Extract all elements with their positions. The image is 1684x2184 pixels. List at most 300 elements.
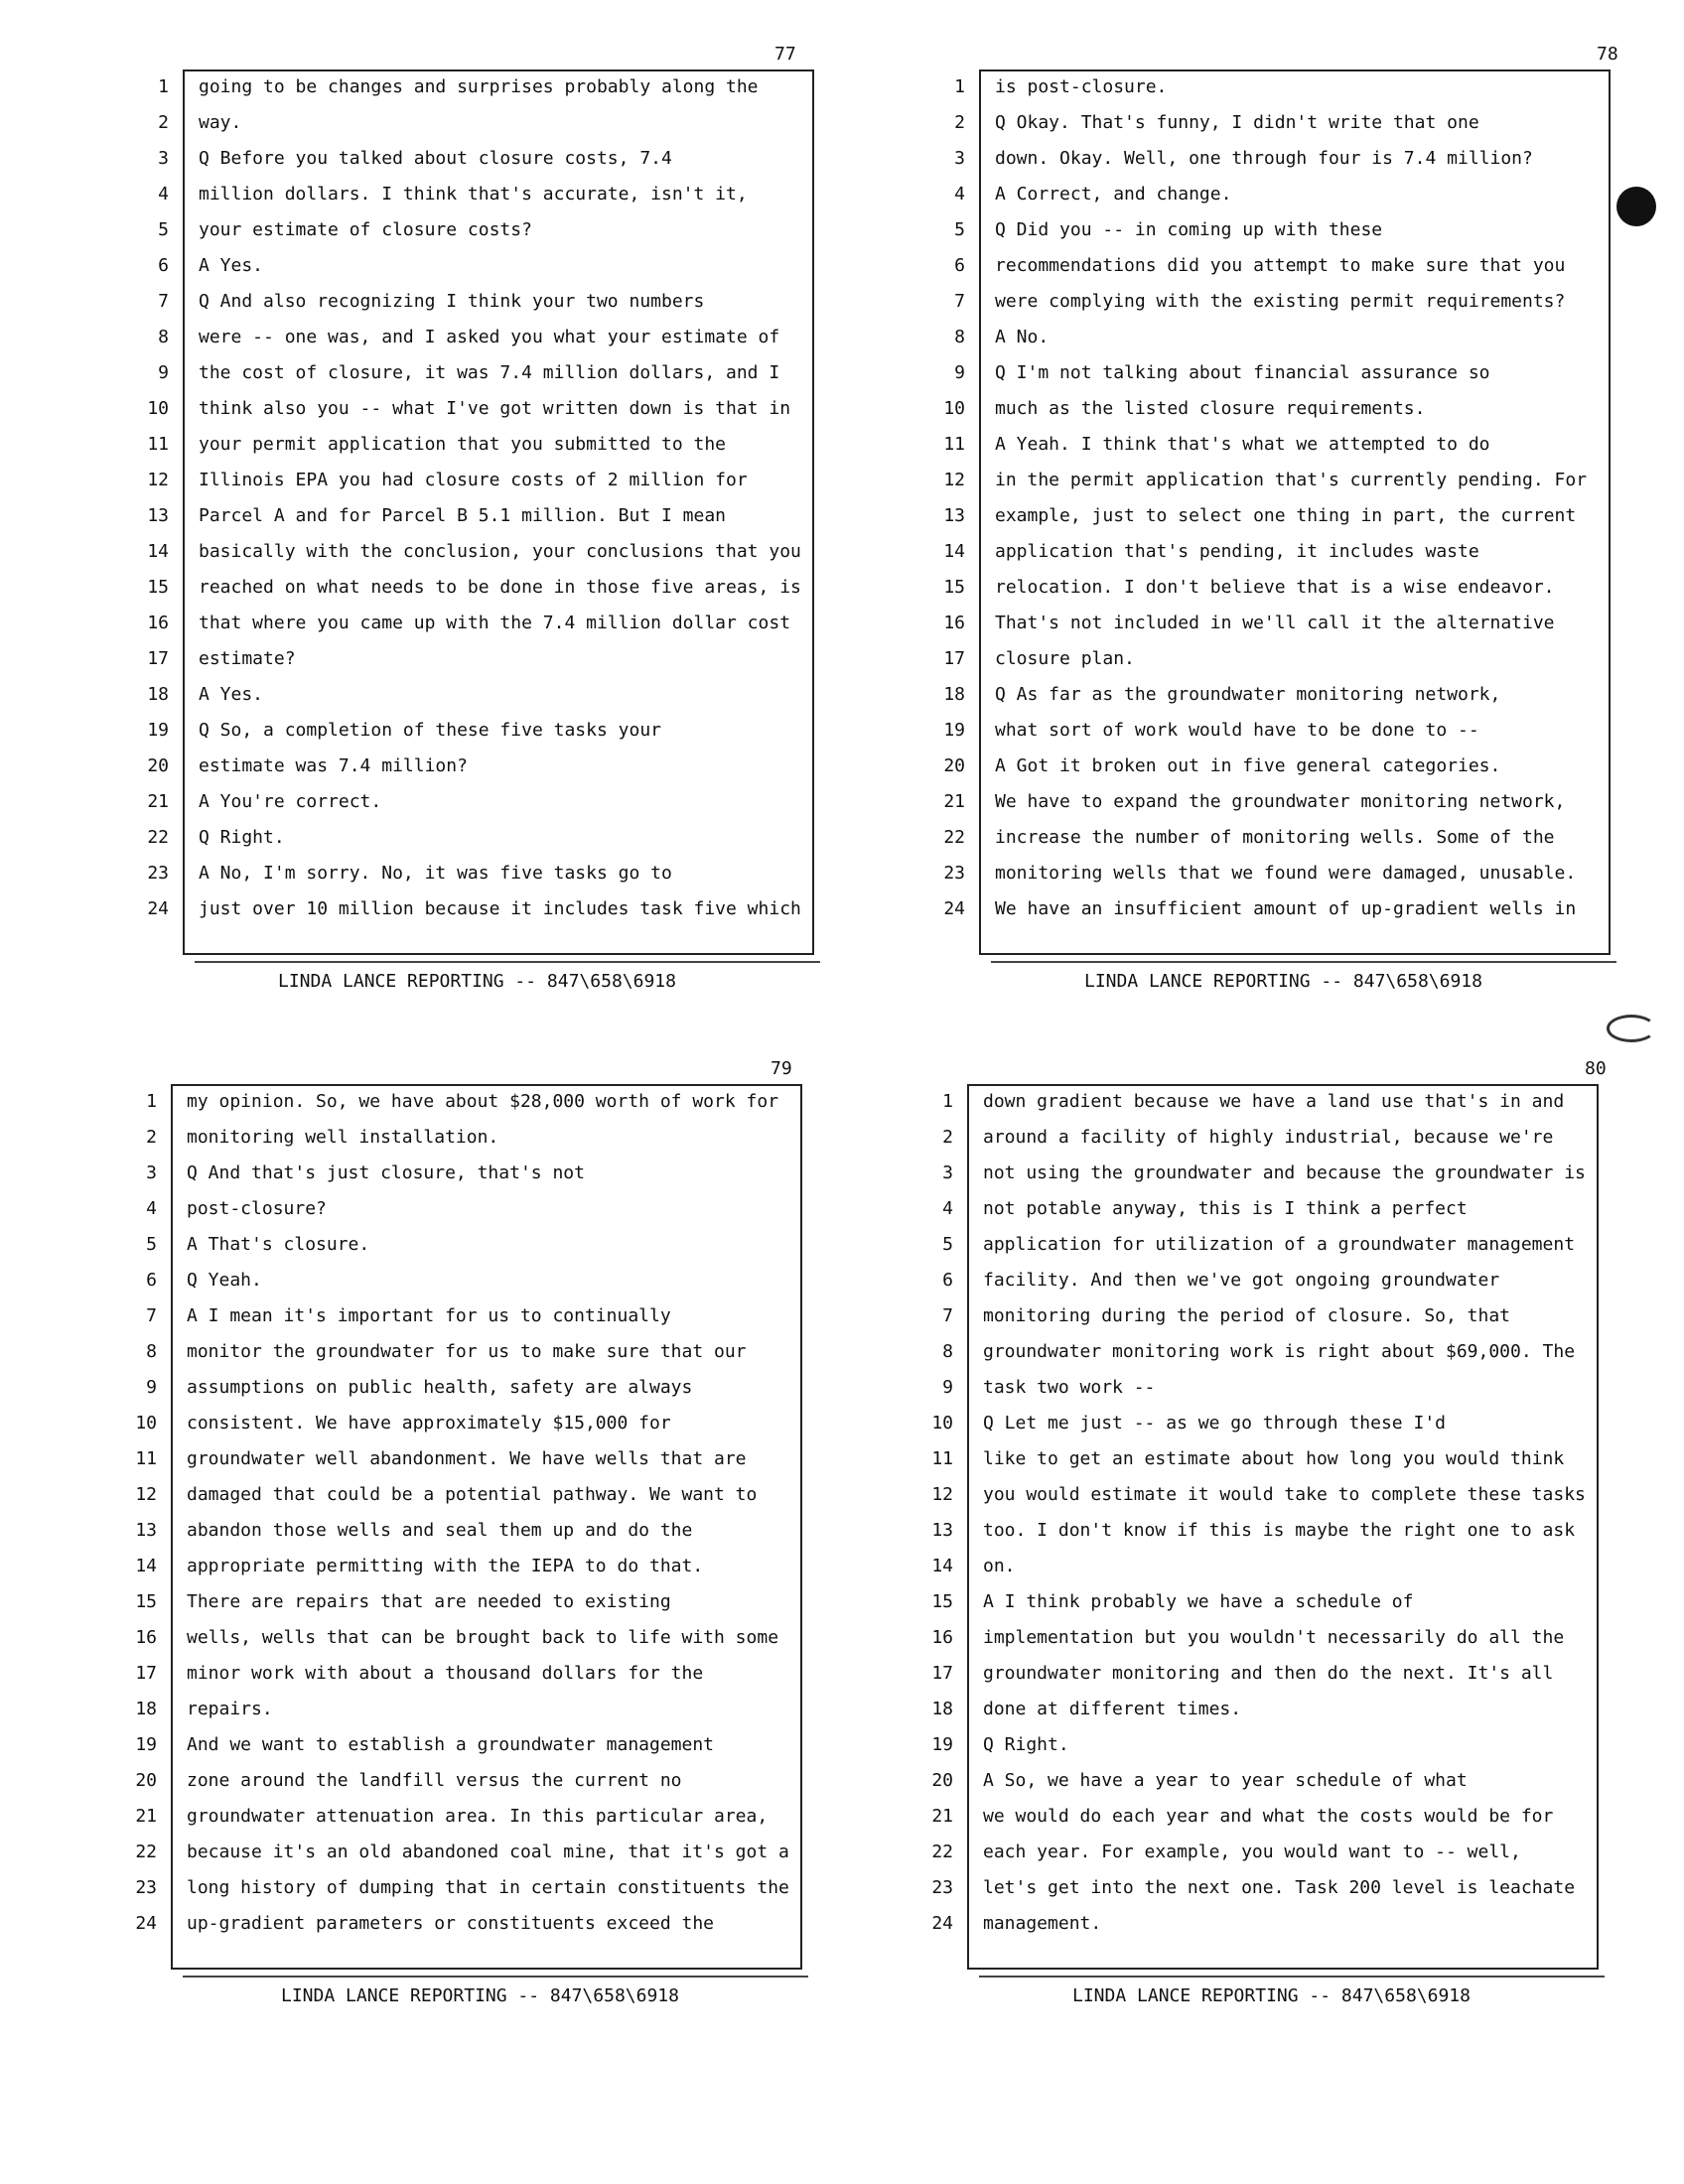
- transcript-line: [117, 1120, 802, 1156]
- line-text: A Yeah. I think that's what we attempted to do: [995, 434, 1490, 455]
- transcript-line: [913, 1406, 1599, 1441]
- line-number: 3: [942, 1162, 953, 1183]
- transcript-line: [129, 498, 814, 534]
- transcript-line: [129, 320, 814, 355]
- transcript-line: [913, 1120, 1599, 1156]
- transcript-line: [925, 248, 1611, 284]
- page-footer: LINDA LANCE REPORTING -- 847\658\6918: [1084, 971, 1482, 992]
- line-text: Illinois EPA you had closure costs of 2 million for: [199, 470, 748, 490]
- line-number: 19: [943, 720, 965, 741]
- line-number: 5: [158, 219, 169, 240]
- line-number: 16: [931, 1627, 953, 1648]
- line-number: 11: [943, 434, 965, 455]
- line-text: Q Okay. That's funny, I didn't write that one: [995, 112, 1479, 133]
- line-number: 2: [146, 1127, 157, 1148]
- line-text: groundwater well abandonment. We have wells that are: [187, 1448, 747, 1469]
- line-text: damaged that could be a potential pathway. We want to: [187, 1484, 758, 1505]
- line-number: 10: [135, 1413, 157, 1433]
- line-number: 22: [943, 827, 965, 848]
- line-text: A So, we have a year to year schedule of what: [983, 1770, 1468, 1791]
- transcript-line: [129, 212, 814, 248]
- line-number: 10: [931, 1413, 953, 1433]
- line-number: 5: [954, 219, 965, 240]
- line-text: Q Yeah.: [187, 1270, 262, 1291]
- transcript-line: [913, 1799, 1599, 1835]
- transcript-line: [925, 355, 1611, 391]
- line-text: repairs.: [187, 1699, 273, 1719]
- transcript-line: [117, 1727, 802, 1763]
- transcript-line: [117, 1906, 802, 1942]
- transcript-line: [117, 1549, 802, 1584]
- transcript-line: [913, 1906, 1599, 1942]
- line-text: increase the number of monitoring wells. Some of the: [995, 827, 1555, 848]
- transcript-line: [129, 820, 814, 856]
- line-text: facility. And then we've got ongoing groundwater: [983, 1270, 1500, 1291]
- line-text: Q Right.: [983, 1734, 1069, 1755]
- line-number: 6: [146, 1270, 157, 1291]
- transcript-line: [913, 1584, 1599, 1620]
- line-text: your permit application that you submitted to the: [199, 434, 727, 455]
- line-text: A I mean it's important for us to continually: [187, 1305, 671, 1326]
- line-text: relocation. I don't believe that is a wise endeavor.: [995, 577, 1555, 598]
- line-number: 13: [135, 1520, 157, 1541]
- line-text: There are repairs that are needed to existing: [187, 1591, 671, 1612]
- line-text: much as the listed closure requirements.: [995, 398, 1426, 419]
- line-text: monitor the groundwater for us to make sure that our: [187, 1341, 747, 1362]
- line-text: minor work with about a thousand dollars for the: [187, 1663, 704, 1684]
- transcript-line: [117, 1263, 802, 1298]
- line-number: 8: [954, 327, 965, 347]
- line-number: 7: [954, 291, 965, 312]
- transcript-line: [925, 69, 1611, 105]
- line-text: too. I don't know if this is maybe the right one to ask: [983, 1520, 1576, 1541]
- page-number: 77: [774, 44, 796, 65]
- line-number: 1: [954, 76, 965, 97]
- transcript-line: [925, 284, 1611, 320]
- transcript-line: [117, 1799, 802, 1835]
- line-text: A No, I'm sorry. No, it was five tasks go to: [199, 863, 672, 884]
- transcript-line: [925, 320, 1611, 355]
- transcript-line: [925, 641, 1611, 677]
- transcript-line: [913, 1763, 1599, 1799]
- page-footer: LINDA LANCE REPORTING -- 847\658\6918: [1072, 1985, 1471, 2006]
- line-text: management.: [983, 1913, 1102, 1934]
- transcript-line: [913, 1692, 1599, 1727]
- transcript-line: [913, 1263, 1599, 1298]
- line-text: Q So, a completion of these five tasks your: [199, 720, 661, 741]
- transcript-line: [913, 1441, 1599, 1477]
- transcript-line: [129, 427, 814, 463]
- transcript-page: [913, 1058, 1607, 2006]
- transcript-line: [925, 677, 1611, 713]
- transcript-line: [117, 1156, 802, 1191]
- transcript-line: [913, 1835, 1599, 1870]
- line-number: 8: [146, 1341, 157, 1362]
- line-text: way.: [199, 112, 242, 133]
- line-text: groundwater monitoring work is right about $69,000. The: [983, 1341, 1576, 1362]
- line-text: done at different times.: [983, 1699, 1242, 1719]
- line-number: 18: [931, 1699, 953, 1719]
- transcript-line: [129, 856, 814, 891]
- transcript-line: [925, 856, 1611, 891]
- transcript-line: [129, 177, 814, 212]
- line-number: 17: [135, 1663, 157, 1684]
- line-number: 7: [942, 1305, 953, 1326]
- transcript-line: [925, 391, 1611, 427]
- line-text: not using the groundwater and because the groundwater is: [983, 1162, 1586, 1183]
- line-number: 16: [135, 1627, 157, 1648]
- line-text: think also you -- what I've got written down is that in: [199, 398, 791, 419]
- line-number: 9: [146, 1377, 157, 1398]
- transcript-line: [129, 784, 814, 820]
- line-text: up-gradient parameters or constituents exceed the: [187, 1913, 715, 1934]
- line-text: basically with the conclusion, your conclusions that you: [199, 541, 801, 562]
- line-number: 19: [147, 720, 169, 741]
- line-number: 9: [954, 362, 965, 383]
- line-number: 5: [146, 1234, 157, 1255]
- line-number: 22: [931, 1842, 953, 1862]
- line-text: abandon those wells and seal them up and do the: [187, 1520, 693, 1541]
- line-text: assumptions on public health, safety are always: [187, 1377, 693, 1398]
- transcript-line: [925, 713, 1611, 749]
- transcript-line: [117, 1334, 802, 1370]
- line-number: 12: [135, 1484, 157, 1505]
- line-text: A Correct, and change.: [995, 184, 1232, 205]
- line-number: 17: [943, 648, 965, 669]
- transcript-line: [913, 1084, 1599, 1120]
- line-number: 13: [943, 505, 965, 526]
- transcript-line: [117, 1835, 802, 1870]
- transcript-line: [129, 749, 814, 784]
- transcript-line: [129, 248, 814, 284]
- transcript-line: [913, 1156, 1599, 1191]
- page-number: 78: [1597, 44, 1618, 65]
- line-text: what sort of work would have to be done to --: [995, 720, 1479, 741]
- line-number: 21: [943, 791, 965, 812]
- line-number: 18: [147, 684, 169, 705]
- line-text: application for utilization of a groundwater management: [983, 1234, 1576, 1255]
- line-number: 4: [158, 184, 169, 205]
- line-number: 14: [135, 1556, 157, 1576]
- line-text: A You're correct.: [199, 791, 382, 812]
- transcript-line: [913, 1298, 1599, 1334]
- line-text: each year. For example, you would want to -- well,: [983, 1842, 1521, 1862]
- transcript-line: [925, 498, 1611, 534]
- line-number: 15: [943, 577, 965, 598]
- line-text: because it's an old abandoned coal mine, that it's got a: [187, 1842, 789, 1862]
- transcript-lines: [117, 1084, 802, 1942]
- line-number: 6: [158, 255, 169, 276]
- transcript-lines: [913, 1084, 1599, 1942]
- line-text: Q Did you -- in coming up with these: [995, 219, 1383, 240]
- line-text: appropriate permitting with the IEPA to do that.: [187, 1556, 704, 1576]
- transcript-line: [117, 1763, 802, 1799]
- line-text: Q Before you talked about closure costs, 7.4: [199, 148, 672, 169]
- transcript-line: [925, 463, 1611, 498]
- transcript-line: [925, 212, 1611, 248]
- line-number: 22: [135, 1842, 157, 1862]
- line-text: around a facility of highly industrial, because we're: [983, 1127, 1554, 1148]
- line-number: 23: [135, 1877, 157, 1898]
- transcript-line: [913, 1191, 1599, 1227]
- transcript-line: [913, 1477, 1599, 1513]
- line-text: estimate?: [199, 648, 296, 669]
- line-number: 20: [943, 755, 965, 776]
- line-text: And we want to establish a groundwater management: [187, 1734, 715, 1755]
- line-number: 3: [146, 1162, 157, 1183]
- line-number: 11: [135, 1448, 157, 1469]
- transcript-line: [913, 1870, 1599, 1906]
- transcript-line: [913, 1727, 1599, 1763]
- transcript-line: [925, 427, 1611, 463]
- line-text: were complying with the existing permit requirements?: [995, 291, 1566, 312]
- line-text: Q As far as the groundwater monitoring network,: [995, 684, 1501, 705]
- binder-hole-mark: [1616, 187, 1656, 226]
- transcript-line: [129, 69, 814, 105]
- line-number: 18: [135, 1699, 157, 1719]
- line-text: your estimate of closure costs?: [199, 219, 532, 240]
- line-text: example, just to select one thing in part, the current: [995, 505, 1577, 526]
- transcript-line: [117, 1191, 802, 1227]
- transcript-line: [117, 1584, 802, 1620]
- transcript-line: [117, 1620, 802, 1656]
- transcript-line: [117, 1477, 802, 1513]
- line-number: 24: [943, 898, 965, 919]
- line-text: you would estimate it would take to complete these tasks: [983, 1484, 1586, 1505]
- line-number: 17: [147, 648, 169, 669]
- line-number: 1: [942, 1091, 953, 1112]
- transcript-line: [129, 391, 814, 427]
- line-number: 8: [158, 327, 169, 347]
- binder-hole-mark: [1607, 1015, 1656, 1042]
- transcript-line: [913, 1370, 1599, 1406]
- line-number: 7: [146, 1305, 157, 1326]
- line-number: 19: [931, 1734, 953, 1755]
- line-number: 16: [147, 613, 169, 633]
- line-text: the cost of closure, it was 7.4 million dollars, and I: [199, 362, 780, 383]
- line-text: not potable anyway, this is I think a perfect: [983, 1198, 1468, 1219]
- line-number: 12: [943, 470, 965, 490]
- line-number: 3: [954, 148, 965, 169]
- transcript-page: [129, 44, 804, 992]
- line-number: 9: [942, 1377, 953, 1398]
- transcript-line: [925, 534, 1611, 570]
- line-number: 18: [943, 684, 965, 705]
- line-number: 14: [943, 541, 965, 562]
- line-text: implementation but you wouldn't necessarily do all the: [983, 1627, 1565, 1648]
- line-number: 3: [158, 148, 169, 169]
- line-number: 23: [931, 1877, 953, 1898]
- line-text: A Got it broken out in five general categories.: [995, 755, 1501, 776]
- line-text: on.: [983, 1556, 1016, 1576]
- line-text: reached on what needs to be done in those five areas, is: [199, 577, 801, 598]
- line-number: 24: [931, 1913, 953, 1934]
- line-text: application that's pending, it includes waste: [995, 541, 1479, 562]
- line-number: 6: [954, 255, 965, 276]
- line-number: 9: [158, 362, 169, 383]
- line-number: 17: [931, 1663, 953, 1684]
- transcript-line: [117, 1441, 802, 1477]
- page-number: 80: [1585, 1058, 1607, 1079]
- line-text: A That's closure.: [187, 1234, 370, 1255]
- page-footer: LINDA LANCE REPORTING -- 847\658\6918: [281, 1985, 679, 2006]
- transcript-line: [129, 141, 814, 177]
- line-text: long history of dumping that in certain constituents the: [187, 1877, 789, 1898]
- line-text: that where you came up with the 7.4 million dollar cost: [199, 613, 791, 633]
- transcript-line: [129, 891, 814, 927]
- line-text: million dollars. I think that's accurate, isn't it,: [199, 184, 748, 205]
- line-number: 2: [158, 112, 169, 133]
- line-number: 10: [147, 398, 169, 419]
- line-number: 14: [147, 541, 169, 562]
- line-number: 23: [147, 863, 169, 884]
- transcript-line: [117, 1227, 802, 1263]
- line-number: 21: [931, 1806, 953, 1827]
- line-number: 1: [146, 1091, 157, 1112]
- transcript-line: [117, 1406, 802, 1441]
- line-text: my opinion. So, we have about $28,000 worth of work for: [187, 1091, 779, 1112]
- transcript-lines: [129, 69, 814, 927]
- line-number: 5: [942, 1234, 953, 1255]
- line-number: 20: [147, 755, 169, 776]
- line-number: 23: [943, 863, 965, 884]
- transcript-line: [129, 606, 814, 641]
- transcript-line: [925, 570, 1611, 606]
- line-number: 8: [942, 1341, 953, 1362]
- line-text: We have an insufficient amount of up-gradient wells in: [995, 898, 1577, 919]
- line-number: 24: [135, 1913, 157, 1934]
- line-number: 2: [954, 112, 965, 133]
- transcript-line: [913, 1656, 1599, 1692]
- line-text: Q And also recognizing I think your two numbers: [199, 291, 705, 312]
- line-number: 14: [931, 1556, 953, 1576]
- line-number: 15: [135, 1591, 157, 1612]
- line-text: zone around the landfill versus the current no: [187, 1770, 682, 1791]
- line-number: 4: [146, 1198, 157, 1219]
- line-text: down. Okay. Well, one through four is 7.4 million?: [995, 148, 1533, 169]
- line-text: monitoring wells that we found were damaged, unusable.: [995, 863, 1577, 884]
- transcript-line: [913, 1227, 1599, 1263]
- line-number: 20: [931, 1770, 953, 1791]
- line-number: 4: [942, 1198, 953, 1219]
- line-number: 11: [931, 1448, 953, 1469]
- line-text: A Yes.: [199, 255, 264, 276]
- transcript-page: [925, 44, 1618, 992]
- line-text: down gradient because we have a land use that's in and: [983, 1091, 1565, 1112]
- line-number: 13: [147, 505, 169, 526]
- transcript-page: [117, 1058, 792, 2006]
- line-number: 16: [943, 613, 965, 633]
- transcript-line: [117, 1656, 802, 1692]
- line-number: 12: [931, 1484, 953, 1505]
- line-text: let's get into the next one. Task 200 level is leachate: [983, 1877, 1576, 1898]
- line-text: groundwater attenuation area. In this particular area,: [187, 1806, 769, 1827]
- transcript-lines: [925, 69, 1611, 927]
- line-text: We have to expand the groundwater monitoring network,: [995, 791, 1566, 812]
- line-number: 10: [943, 398, 965, 419]
- transcript-line: [925, 105, 1611, 141]
- line-number: 4: [954, 184, 965, 205]
- transcript-line: [129, 641, 814, 677]
- line-text: Parcel A and for Parcel B 5.1 million. But I mean: [199, 505, 727, 526]
- transcript-line: [129, 713, 814, 749]
- transcript-line: [117, 1870, 802, 1906]
- line-text: like to get an estimate about how long you would think: [983, 1448, 1565, 1469]
- line-number: 7: [158, 291, 169, 312]
- page-footer: LINDA LANCE REPORTING -- 847\658\6918: [278, 971, 676, 992]
- line-number: 1: [158, 76, 169, 97]
- line-text: task two work --: [983, 1377, 1156, 1398]
- transcript-line: [117, 1370, 802, 1406]
- transcript-line: [129, 355, 814, 391]
- transcript-line: [117, 1692, 802, 1727]
- transcript-line: [129, 534, 814, 570]
- page-number: 79: [771, 1058, 792, 1079]
- line-number: 22: [147, 827, 169, 848]
- line-text: groundwater monitoring and then do the next. It's all: [983, 1663, 1554, 1684]
- line-number: 21: [135, 1806, 157, 1827]
- transcript-line: [925, 606, 1611, 641]
- line-text: closure plan.: [995, 648, 1135, 669]
- line-text: Q Right.: [199, 827, 285, 848]
- line-text: monitoring during the period of closure. So, that: [983, 1305, 1511, 1326]
- transcript-line: [913, 1513, 1599, 1549]
- line-text: just over 10 million because it includes task five which: [199, 898, 801, 919]
- line-number: 24: [147, 898, 169, 919]
- line-number: 21: [147, 791, 169, 812]
- transcript-line: [925, 784, 1611, 820]
- transcript-line: [913, 1334, 1599, 1370]
- transcript-line: [925, 749, 1611, 784]
- line-number: 15: [931, 1591, 953, 1612]
- line-text: post-closure?: [187, 1198, 327, 1219]
- line-text: is post-closure.: [995, 76, 1168, 97]
- line-text: monitoring well installation.: [187, 1127, 499, 1148]
- line-text: Q I'm not talking about financial assurance so: [995, 362, 1490, 383]
- line-text: consistent. We have approximately $15,000 for: [187, 1413, 671, 1433]
- line-number: 12: [147, 470, 169, 490]
- transcript-line: [117, 1298, 802, 1334]
- transcript-line: [925, 820, 1611, 856]
- line-text: recommendations did you attempt to make sure that you: [995, 255, 1566, 276]
- line-number: 13: [931, 1520, 953, 1541]
- line-text: going to be changes and surprises probably along the: [199, 76, 759, 97]
- line-number: 11: [147, 434, 169, 455]
- line-text: we would do each year and what the costs would be for: [983, 1806, 1554, 1827]
- transcript-line: [129, 105, 814, 141]
- line-text: wells, wells that can be brought back to life with some: [187, 1627, 779, 1648]
- transcript-line: [129, 284, 814, 320]
- transcript-line: [129, 463, 814, 498]
- line-text: estimate was 7.4 million?: [199, 755, 468, 776]
- transcript-line: [913, 1549, 1599, 1584]
- line-number: 2: [942, 1127, 953, 1148]
- transcript-line: [925, 141, 1611, 177]
- line-text: A I think probably we have a schedule of: [983, 1591, 1414, 1612]
- line-text: A Yes.: [199, 684, 264, 705]
- line-text: A No.: [995, 327, 1050, 347]
- transcript-line: [129, 570, 814, 606]
- transcript-line: [925, 177, 1611, 212]
- line-text: Q Let me just -- as we go through these I'd: [983, 1413, 1446, 1433]
- line-text: in the permit application that's currently pending. For: [995, 470, 1588, 490]
- transcript-line: [129, 677, 814, 713]
- line-text: That's not included in we'll call it the alternative: [995, 613, 1555, 633]
- transcript-line: [913, 1620, 1599, 1656]
- transcript-line: [925, 891, 1611, 927]
- line-number: 20: [135, 1770, 157, 1791]
- line-number: 6: [942, 1270, 953, 1291]
